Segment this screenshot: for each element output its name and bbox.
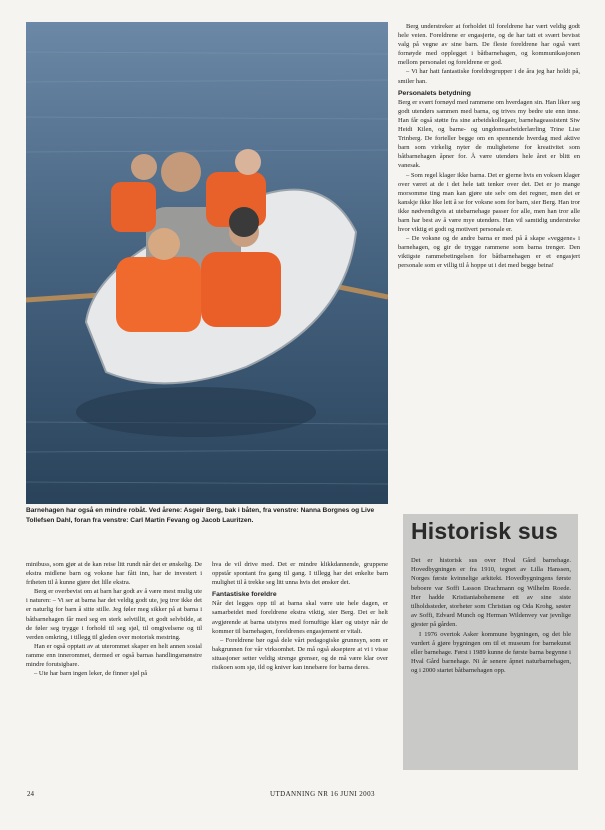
middle-column (212, 560, 388, 672)
paragraph: Berg understreker at forholdet til foreldrene har vært veldig godt hele veien. Foreldrene er engasjerte, og de har tatt et svært bevisst valg på vegne av sine barn. De fleste foreldrene har også vært fornøyde med opplegget i båtbarnehagen, og kommunikasjonen mellom personalet og foreldrene er god. (398, 23, 580, 67)
paragraph: Berg er overbevist om at barn har godt av å være mest mulig ute i naturen: – Vi ser at barna har det veldig godt ute, jeg tror ikke det er naturlig for barn å sitte stille. Jeg føler meg sikker på at barna i båtbarnehagen får med seg en sterk selvtillit, et godt selvbilde, at de føler seg trygge i forhold til seg sjøl, til omgivelsene og til verden omkring, i tillegg til gleden over motorisk mestring. (26, 588, 202, 641)
paragraph: Det er historisk sus over Hval Gård barnehage. Hovedbygningen er fra 1910, tegnet av Lilla Hanssen, Norges første kvinnelige arkitekt. Hovedbygningens første beboere var Soffi Lasson Drachmann og Wilhelm Roede. Her hadde Kristianiabohemene ett av sine siste tilholdssteder, storheter som Christian og Oda Krohg, søster av Soffi, Edvard Munch og Herman Wildenvey var jevnlige gjester på gården. (411, 557, 571, 629)
rowboat-photo (26, 22, 388, 504)
left-column (26, 560, 202, 678)
publication-footer: UTDANNING NR 16 JUNI 2003 (270, 790, 375, 798)
photo-illustration (26, 22, 388, 504)
paragraph: – Vi har hatt fantastiske foreldregrupper i de åra jeg har holdt på, smiler han. (398, 68, 580, 85)
paragraph: – De voksne og de andre barna er med på å skape «veggene» i barnehagen, og gir de trygge rammene som barna trenger. Den viktigste rammebetingelsen for båtbarnehagen er et engasjert personale som er villig til å hoppe ut i det med begge beina! (398, 235, 580, 270)
paragraph: – Som regel klager ikke barna. Det er gjerne hvis en voksen klager over været at de i det hele tatt tenker over det. Det er jo mange morsomme ting man kan gjøre ute selv om det regner, men det er kanskje ikke like lett å se for voksne som for barn, sier Berg. Han tror ikke nødvendigvis at utebarnehage passer for alle, men han tror alle barn har best av å være mye utendørs. Han vil samtidig understreke hvor viktig et godt og motivert personale er. (398, 171, 580, 234)
paragraph: hva de vil drive med. Det er mindre klikkdannende, gruppene oppstår spontant fra gang til gang. I tillegg har det enkelte barn mulighet til å trekke seg litt unna hvis det ønsker det. (212, 561, 388, 587)
paragraph: Når det legges opp til at barna skal være ute hele dagen, er samarbeidet med foreldrene ekstra viktig, sier Berg. Det er helt avgjørende at barna utstyres med fornuftige klær og utstyr når de kommer til barnehagen, foreldrenes engasjement er vitalt. (212, 600, 388, 635)
section-heading: Personalets betydning (398, 89, 471, 97)
history-sidebar (403, 514, 578, 770)
page-number: 24 (27, 790, 34, 798)
paragraph: Berg er svært fornøyd med rammene om hverdagen sin. Han liker seg godt utendørs sammen med barna, og trives my bedre ute enn inne. Han får også støtte fra sine arbeidskollegaer, barnehageassistent Siw Heidi Kilen, og barne- og ungdomsarbeiderlærling Trine Lise Trinberg. De forteller begge om en spennende hverdag med aktive barn som virkelig nyter de mulighetene for kreativitet som båtbarnehagen åpner for. Å være utendørs hele året er blitt en vanesak. (398, 98, 580, 170)
paragraph: Han er også opptatt av at uterommet skaper en helt annen sosial ramme enn innerommet, dermed er også barnas handlingsmønstre mindre forutsigbare. (26, 642, 202, 669)
photo-caption: Barnehagen har også en mindre robåt. Ved årene: Asgeir Berg, bak i båten, fra venstre: Nanna Borgnes og Live Tollefsen Dahl, foran fra venstre: Carl Martin Fevang og Jacob Lauritzen. (26, 507, 375, 524)
right-column (398, 22, 580, 271)
paragraph: minibuss, som gjør at de kan reise litt rundt når det er ønskelig. De ekstra midlene barn og voksne har fått inn, har de investert i friheten til å kunne gjøre det lille ekstra. (26, 561, 202, 587)
paragraph: – Foreldrene bør også dele vårt pedagogiske grunnsyn, som er bakgrunnen for vår virksomhet. De må også akseptere at vi i visse situasjoner setter veldig strenge grenser, og de må være klar over risikoen som sjø, ild og kniver kan innebære for barna deres. (212, 636, 388, 672)
sidebar-body (411, 556, 571, 676)
paragraph: I 1976 overtok Asker kommune bygningen, og det ble vurdert å gjøre bygningen om til et museum for barnekunst eller barnehage. Først i 1989 kunne de første barna begynne i Hval Gård barnehage. Ni år senere åpnet naturbarnehagen, og i 2000 startet båtbarnehagen opp. (411, 630, 571, 675)
paragraph: – Ute har barn ingen leker, de finner sjøl på (34, 670, 148, 678)
section-heading: Fantastiske foreldre (212, 591, 277, 599)
sidebar-title: Historisk sus (411, 518, 559, 544)
